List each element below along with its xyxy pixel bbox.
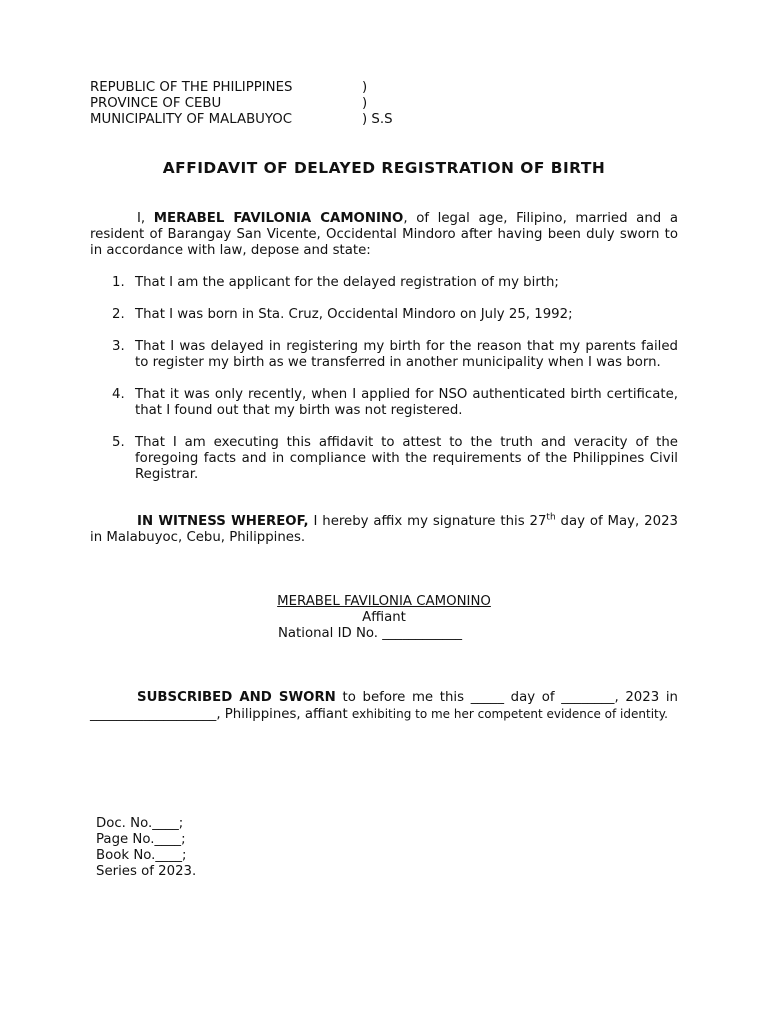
intro-prefix: I, [137, 211, 154, 226]
venue-municipality: MUNICIPALITY OF MALABUYOC [90, 112, 293, 127]
page-number: Page No.____; [96, 832, 186, 847]
venue-ss: ) S.S [362, 112, 393, 127]
statement-item [90, 435, 678, 483]
national-id-line: National ID No. ____________ [277, 626, 463, 641]
item-text: That I was born in Sta. Cruz, Occidental Mindoro on July 25, 1992; [135, 307, 573, 322]
venue-line [90, 96, 393, 112]
affiant-role: Affiant [362, 610, 406, 625]
witness-lead: IN WITNESS WHEREOF, [137, 514, 309, 529]
statement-item [90, 275, 678, 291]
document-title: AFFIDAVIT OF DELAYED REGISTRATION OF BIRTH [162, 159, 606, 177]
jurat-paragraph [90, 690, 678, 723]
jurat-text-tail: exhibiting to me her competent evidence of identity. [351, 707, 668, 721]
item-text: That I was delayed in registering my birth for the reason that my parents failed to register my birth as we transferred in another municipality when I was born. [135, 339, 678, 370]
affiant-name-inline: MERABEL FAVILONIA CAMONINO [153, 211, 404, 226]
witness-text: I hereby affix my signature this 27 [308, 514, 547, 529]
statement-item [90, 339, 678, 371]
affiant-signature-block [0, 594, 768, 642]
witness-ordinal: th [546, 512, 556, 523]
statement-item [90, 387, 678, 419]
venue-country: REPUBLIC OF THE PHILIPPINES [90, 80, 293, 95]
affiant-name: MERABEL FAVILONIA CAMONINO [277, 594, 491, 609]
witness-paragraph [90, 514, 678, 546]
item-number: 5. [112, 435, 125, 450]
statement-list [90, 275, 678, 499]
item-number: 2. [112, 307, 125, 322]
venue-bracket: ) [362, 96, 368, 111]
venue-line [90, 112, 393, 128]
jurat-lead: SUBSCRIBED AND SWORN [137, 690, 336, 705]
venue-line [90, 80, 393, 96]
intro-paragraph [90, 211, 678, 259]
venue-block [90, 80, 393, 128]
intro-text: , of legal age, Filipino, married and a resident of Barangay San Vicente, Occidental Mindoro after having been duly sworn to in accordance with law, depose and state: [90, 211, 678, 258]
item-number: 1. [112, 275, 125, 290]
venue-bracket: ) [362, 80, 368, 95]
venue-province: PROVINCE OF CEBU [90, 96, 222, 111]
series-year: Series of 2023. [96, 864, 197, 879]
item-number: 3. [112, 339, 125, 354]
witness-text-end: day of May, 2023 in Malabuyoc, Cebu, Philippines. [90, 514, 678, 545]
item-text: That I am executing this affidavit to attest to the truth and veracity of the foregoing facts and in compliance with the requirements of the Philippines Civil Registrar. [135, 435, 678, 482]
jurat-text: to before me this _____ day of ________, 2023 in ___________________, Philippines, affiant [90, 690, 678, 722]
book-number: Book No.____; [96, 848, 187, 863]
statement-item [90, 307, 678, 323]
doc-number: Doc. No.____; [96, 816, 184, 831]
notarial-register-block [96, 816, 196, 880]
item-text: That I am the applicant for the delayed registration of my birth; [135, 275, 559, 290]
item-text: That it was only recently, when I applied for NSO authenticated birth certificate, that I found out that my birth was not registered. [135, 387, 678, 418]
item-number: 4. [112, 387, 125, 402]
